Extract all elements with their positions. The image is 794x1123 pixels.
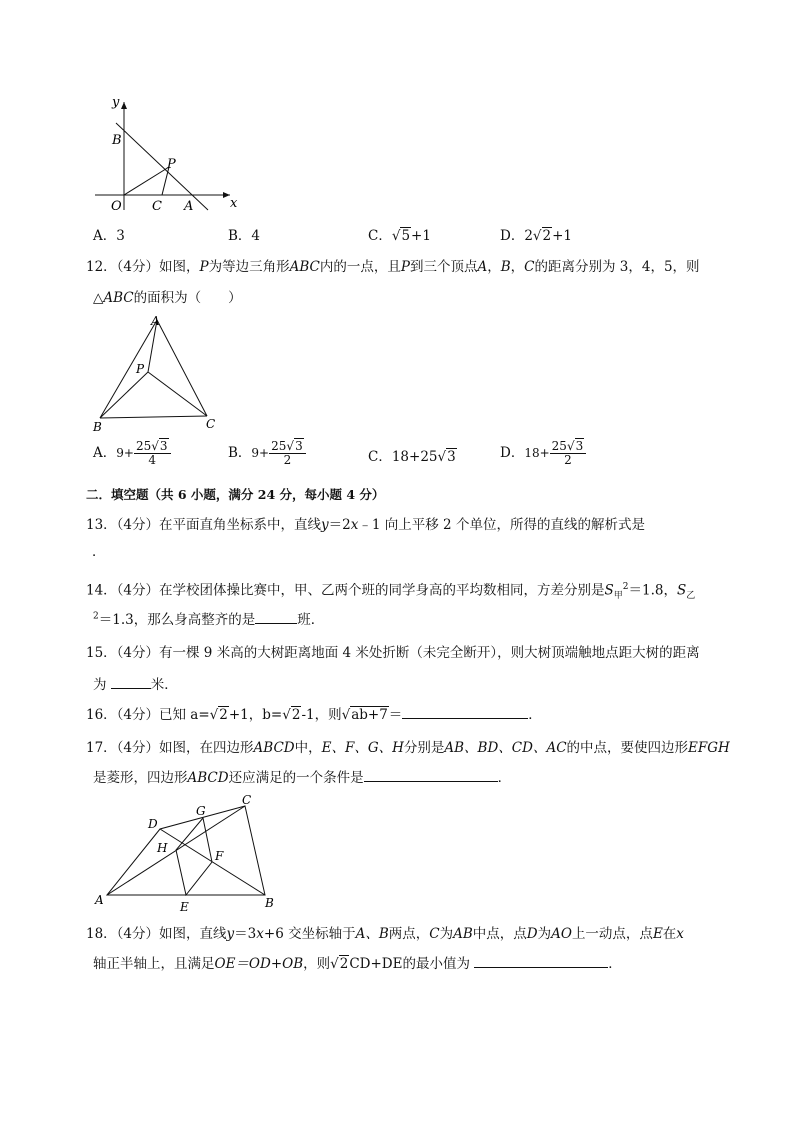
point-a-label: A [184, 199, 194, 214]
q11-option-b: B．4 [228, 228, 261, 244]
axis-y-label: y [112, 95, 120, 110]
point-c-label: C [152, 199, 162, 214]
q14-line2: $^2$＝1.3，那么身高整齐的是 班． [93, 611, 325, 628]
q18-line1: 18．（4分）如图，直线y＝3x+6 交坐标轴于A、B两点，C为AB中点，点D为AO上一动点，点E在x [86, 926, 684, 942]
q15-line2: 为 米． [93, 677, 178, 693]
quadrilateral-figure-q17 [92, 792, 282, 920]
point-e-label: E [180, 900, 189, 914]
triangle-figure-q12 [90, 312, 225, 434]
q14-line1: 14．（4分）在学校团体操比赛中，甲、乙两个班的同学身高的平均数相同，方差分别是$S_甲^2=1.8$，$S_乙$ [86, 582, 696, 602]
q18-answer-blank[interactable] [474, 955, 608, 968]
q12-option-c: C．18+25√3 [368, 449, 456, 465]
q16-answer-blank[interactable] [402, 706, 528, 719]
q12-option-a: A．9+ $\frac{25√3}{4}$ [93, 440, 171, 467]
section-2-heading: 二．填空题（共 6 小题，满分 24 分，每小题 4 分） [86, 487, 385, 502]
q11-option-a: A．3 [93, 228, 125, 244]
point-p-label: P [167, 157, 176, 172]
vertex-a-label: A [95, 893, 104, 907]
vertex-c-label: C [242, 793, 252, 807]
axis-x-label: x [230, 196, 238, 211]
q16-line: 16．（4分）已知 a=√2+1，b=√2-1，则√ab+7＝ ． [86, 707, 542, 723]
q17-answer-blank[interactable] [364, 769, 498, 782]
q14-answer-blank[interactable] [255, 611, 297, 624]
q17-line2: 是菱形，四边形ABCD还应满足的一个条件是 ． [93, 770, 512, 786]
vertex-b-label: B [93, 420, 102, 434]
vertex-c-label: C [206, 417, 216, 431]
q13-line1: 13．（4分）在平面直角坐标系中，直线y＝2x﹣1 向上平移 2 个单位，所得的直线的解析式是 [86, 517, 645, 533]
vertex-a-label: A [151, 314, 160, 328]
point-p-label: P [136, 362, 145, 376]
q12-line1: 12．（4分）如图，P为等边三角形ABC内的一点，且P到三个顶点A，B，C的距离分别为 3，4，5，则 [86, 259, 700, 275]
q12-option-b: B．9+ $\frac{25√3}{2}$ [228, 440, 306, 467]
q18-line2: 轴正半轴上，且满足OE＝OD+OB，则√2CD+DE的最小值为 ． [93, 956, 622, 972]
q13-line2: ． [92, 544, 106, 560]
q17-line1: 17．（4分）如图，在四边形ABCD中，E、F、G、H分别是AB、BD、CD、AC的中点，要使四边形EFGH [86, 740, 730, 756]
q15-answer-blank[interactable] [111, 676, 151, 689]
q12-option-d: D．18+ $\frac{25√3}{2}$ [500, 440, 586, 467]
coordinate-figure-q11 [90, 92, 250, 217]
q15-line1: 15．（4分）有一棵 9 米高的大树距离地面 4 米处折断（未完全断开），则大树顶端触地点距大树的距离 [86, 645, 700, 661]
q11-option-d: D．2√2+1 [500, 228, 573, 244]
point-g-label: G [196, 804, 206, 818]
point-o-label: O [111, 199, 122, 214]
q12-line2: △ABC的面积为（ ） [93, 290, 242, 306]
vertex-d-label: D [148, 817, 158, 831]
vertex-b-label: B [265, 896, 274, 910]
point-h-label: H [157, 841, 168, 855]
point-b-label: B [112, 133, 122, 148]
point-f-label: F [215, 849, 224, 863]
q11-option-c: C．√5+1 [368, 228, 431, 244]
